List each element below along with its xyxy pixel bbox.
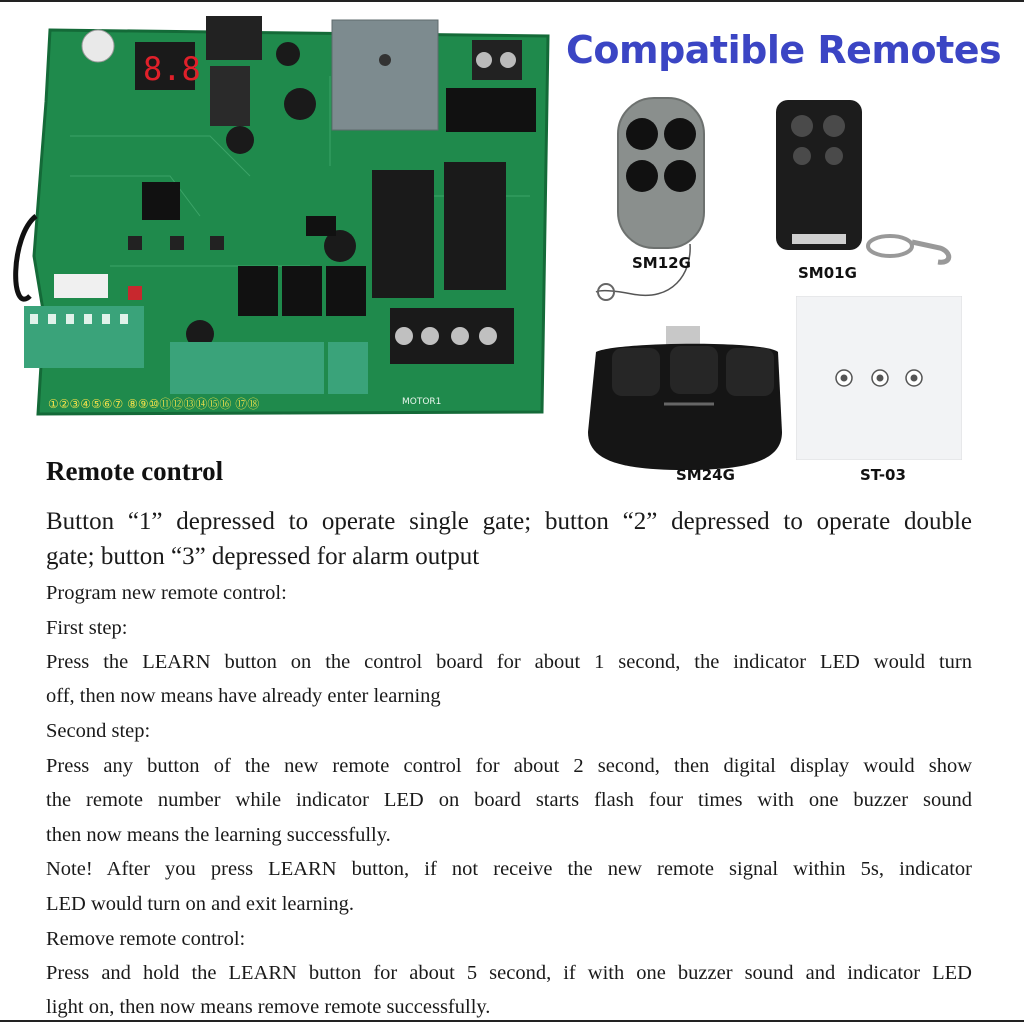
board-brand-label: MOTOR1 bbox=[402, 397, 442, 407]
note-line-1: Note! After you press LEARN button, if not receive the new remote signal within 5s, indicator bbox=[46, 858, 972, 880]
remote-label-sm01g: SM01G bbox=[798, 264, 857, 282]
board-digit-display: 8.8 bbox=[143, 50, 201, 88]
compatible-remotes-title: Compatible Remotes bbox=[566, 28, 1002, 72]
second-step-line-1: Press any button of the new remote control for about 2 second, then digital display would show bbox=[46, 755, 972, 777]
control-board-photo bbox=[10, 16, 550, 416]
program-heading: Program new remote control: bbox=[46, 582, 287, 604]
switch-st03-image bbox=[796, 296, 962, 460]
section-title: Remote control bbox=[46, 456, 224, 486]
remote-label-sm24g: SM24G bbox=[676, 466, 735, 484]
second-step-line-2: the remote number while indicator LED on board starts flash four times with one buzzer sound bbox=[46, 789, 972, 811]
text-buttons-line-1: Button “1” depressed to operate single gate; button “2” depressed to operate double bbox=[46, 508, 972, 535]
first-step-heading: First step: bbox=[46, 617, 128, 639]
top-border bbox=[0, 0, 1024, 2]
remote-sm24g-image bbox=[584, 322, 786, 472]
bottom-border bbox=[0, 1020, 1024, 1022]
note-line-2: LED would turn on and exit learning. bbox=[46, 893, 355, 915]
remove-line-1: Press and hold the LEARN button for about 5 second, if with one buzzer sound and indicator LED bbox=[46, 962, 972, 984]
board-terminal-numbers: ①②③④⑤⑥⑦ ⑧⑨⑩⑪⑫⑬⑭⑮⑯ ⑰⑱ bbox=[48, 397, 260, 411]
remote-label-sm12g: SM12G bbox=[632, 254, 691, 272]
first-step-line-2: off, then now means have already enter learning bbox=[46, 685, 441, 707]
remote-label-st03: ST-03 bbox=[860, 466, 906, 484]
first-step-line-1: Press the LEARN button on the control board for about 1 second, the indicator LED would turn bbox=[46, 651, 972, 673]
text-buttons-line-2: gate; button “3” depressed for alarm output bbox=[46, 543, 480, 570]
second-step-heading: Second step: bbox=[46, 720, 151, 742]
remote-sm12g-image bbox=[592, 94, 712, 304]
remote-sm01g-image bbox=[772, 96, 962, 270]
remove-heading: Remove remote control: bbox=[46, 928, 246, 950]
second-step-line-3: then now means the learning successfully. bbox=[46, 824, 391, 846]
remove-line-2: light on, then now means remove remote successfully. bbox=[46, 996, 491, 1018]
